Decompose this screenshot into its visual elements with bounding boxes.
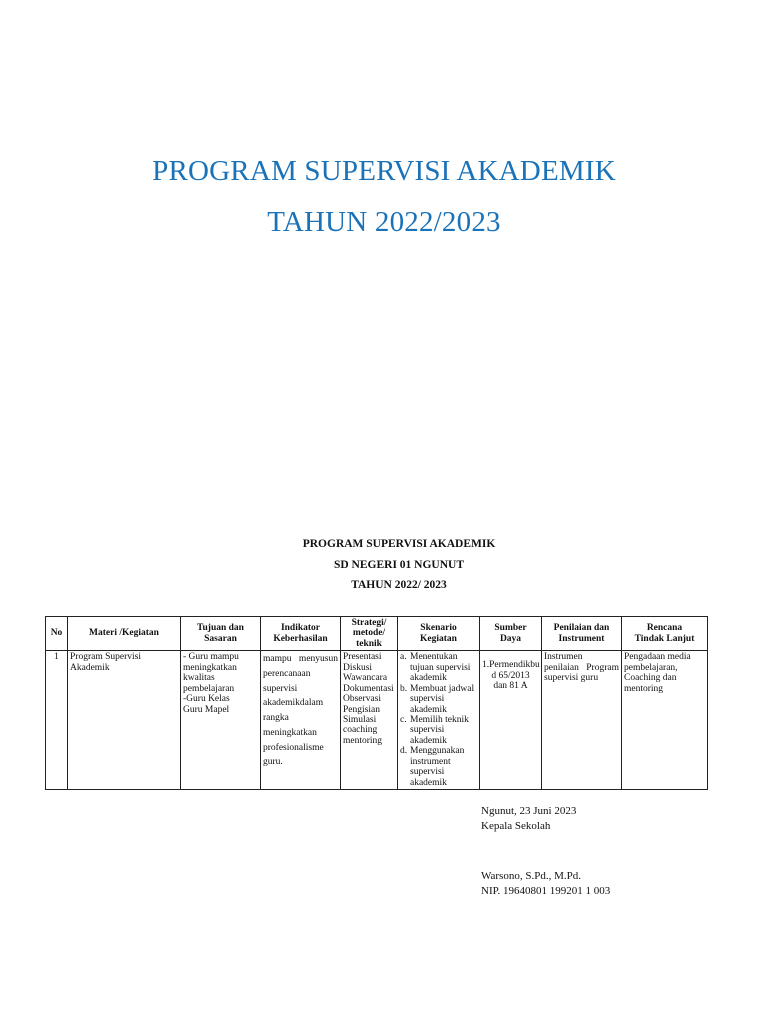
strategi-line: Observasi [343,694,381,705]
signature-nip: NIP. 19640801 199201 1 003 [481,885,611,897]
strategi-line: Dokumentasi [343,683,394,694]
cell-sumber [480,651,542,790]
document-heading-line1: PROGRAM SUPERVISI AKADEMIK [302,538,496,550]
header-strategi-line: teknik [356,638,382,649]
skenario-letter: d. [400,746,408,757]
header-skenario [398,617,480,651]
strategi-line: coaching [343,725,378,736]
cover-title-line1: PROGRAM SUPERVISI AKADEMIK [152,155,616,187]
header-sumber [480,617,542,651]
skenario-text: Menentukan tujuan supervisi akademik [410,652,471,684]
strategi-line: Diskusi [343,662,373,673]
header-indikator [261,617,341,651]
tujuan-line: meningkatkan [183,662,237,673]
skenario-letter: a. [400,652,407,663]
header-no: No [46,617,68,651]
table-header-row [46,617,708,651]
document-heading-line3: TAHUN 2022/ 2023 [351,579,447,591]
strategi-line: Wawancara [343,673,388,684]
document-heading-line2: SD NEGERI 01 NGUNUT [333,559,465,571]
strategi-line: Pengisian [343,704,380,715]
cell-rencana: Pengadaan media pembelajaran, Coaching dan mentoring [622,651,708,790]
skenario-item [400,746,477,788]
signature-role: Kepala Sekolah [481,820,551,832]
header-tujuan-line: Sasaran [204,633,237,644]
skenario-text: Membuat jadwal supervisi akademik [410,683,475,715]
cell-skenario [398,651,480,790]
cell-tujuan [181,651,261,790]
header-tujuan-line: Tujuan dan [197,623,244,634]
header-indikator-line: Keberhasilan [273,633,328,644]
skenario-letter: c. [400,714,407,725]
cell-penilaian: Instrumen penilaian Program supervisi guru [542,651,622,790]
cell-no: 1 [46,651,68,790]
tujuan-line: -Guru Kelas [183,694,230,705]
tujuan-line: - Guru mampu [183,652,239,663]
header-sumber-line: Daya [499,633,522,644]
cell-materi: Program Supervisi Akademik [68,651,181,790]
header-penilaian-line: Instrument [558,633,605,644]
cover-title-line2: TAHUN 2022/2023 [267,206,501,238]
sumber-line: dan 81 A [493,681,528,692]
header-strategi-line: metode/ [352,628,386,639]
header-sumber-line: Sumber [494,623,527,634]
cell-indikator: mampu menyusun perencanaan supervisi akademikdalam rangka meningkatkan profesionalisme guru. [261,651,341,790]
header-skenario-line: Skenario [420,623,457,634]
strategi-line: Presentasi [343,652,382,663]
header-rencana-line: Rencana [646,623,683,634]
signature-place-date: Ngunut, 23 Juni 2023 [481,805,577,817]
header-skenario-line: Kegiatan [420,633,457,644]
strategi-line: Simulasi [343,714,377,725]
skenario-letter: b. [400,683,408,694]
skenario-text: Memilih teknik supervisi akademik [410,714,469,746]
signature-name: Warsono, S.Pd., M.Pd. [481,870,581,882]
strategi-line: mentoring [343,735,383,746]
skenario-item [400,684,477,715]
header-materi: Materi /Kegiatan [68,617,181,651]
skenario-item [400,652,477,683]
skenario-item [400,715,477,746]
program-table [45,616,708,790]
sumber-line: d 65/2013 [491,670,530,681]
cell-strategi [341,651,398,790]
sumber-line: 1.Permendikbu [482,660,540,671]
header-tujuan [181,617,261,651]
header-rencana [622,617,708,651]
header-rencana-line: Tindak Lanjut [634,633,695,644]
header-strategi [341,617,398,651]
header-indikator-line: Indikator [280,623,321,634]
table-row [46,651,708,790]
header-penilaian [542,617,622,651]
header-penilaian-line: Penilaian dan [553,623,610,634]
tujuan-line: Guru Mapel [183,704,230,715]
tujuan-line: kwalitas [183,673,215,684]
skenario-text: Menggunakan instrument supervisi akademik [410,746,465,788]
header-strategi-line: Strategi/ [351,618,387,628]
tujuan-line: pembelajaran [183,683,235,694]
